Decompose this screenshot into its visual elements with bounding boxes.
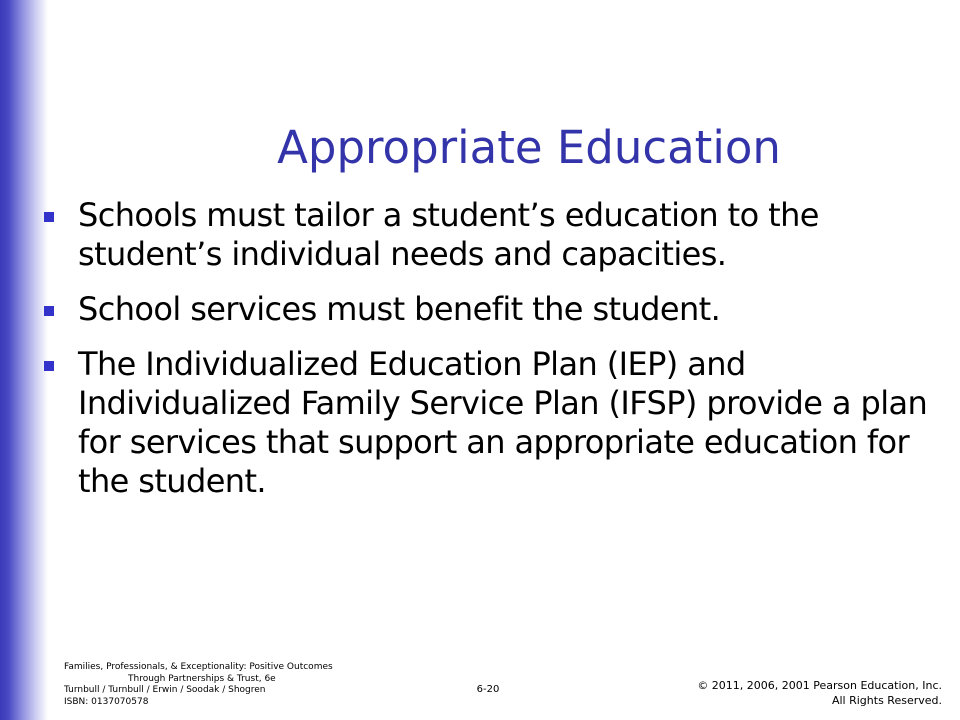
bullet-text: Schools must tailor a student’s education to the student’s individual needs and capacities. <box>78 196 819 273</box>
bullet-text: School services must benefit the student. <box>78 290 721 328</box>
page-number: 6-20 <box>476 684 500 695</box>
book-isbn: ISBN: 0137070578 <box>64 696 149 707</box>
book-citation <box>64 662 384 708</box>
copyright-line1: © 2011, 2006, 2001 Pearson Education, Inc. <box>697 679 942 692</box>
bullet-list <box>44 196 944 517</box>
side-gradient-band <box>0 0 48 720</box>
book-title-line2: Through Partnerships & Trust, 6e <box>128 673 276 684</box>
bullet-item <box>44 196 944 274</box>
book-title-line1: Families, Professionals, & Exceptionality: Positive Outcomes <box>64 662 333 672</box>
square-bullet-icon <box>44 361 54 371</box>
square-bullet-icon <box>44 306 54 316</box>
bullet-item <box>44 345 944 501</box>
slide-title: Appropriate Education <box>277 121 781 174</box>
copyright-line2: All Rights Reserved. <box>831 694 942 707</box>
book-authors: Turnbull / Turnbull / Erwin / Soodak / Shogren <box>64 685 266 695</box>
bullet-item <box>44 290 944 329</box>
square-bullet-icon <box>44 212 54 222</box>
bullet-text: The Individualized Education Plan (IEP) and Individualized Family Service Plan (IFSP) provide a plan for services that support an appropriate education for the student. <box>78 345 928 500</box>
copyright-notice <box>622 678 942 708</box>
